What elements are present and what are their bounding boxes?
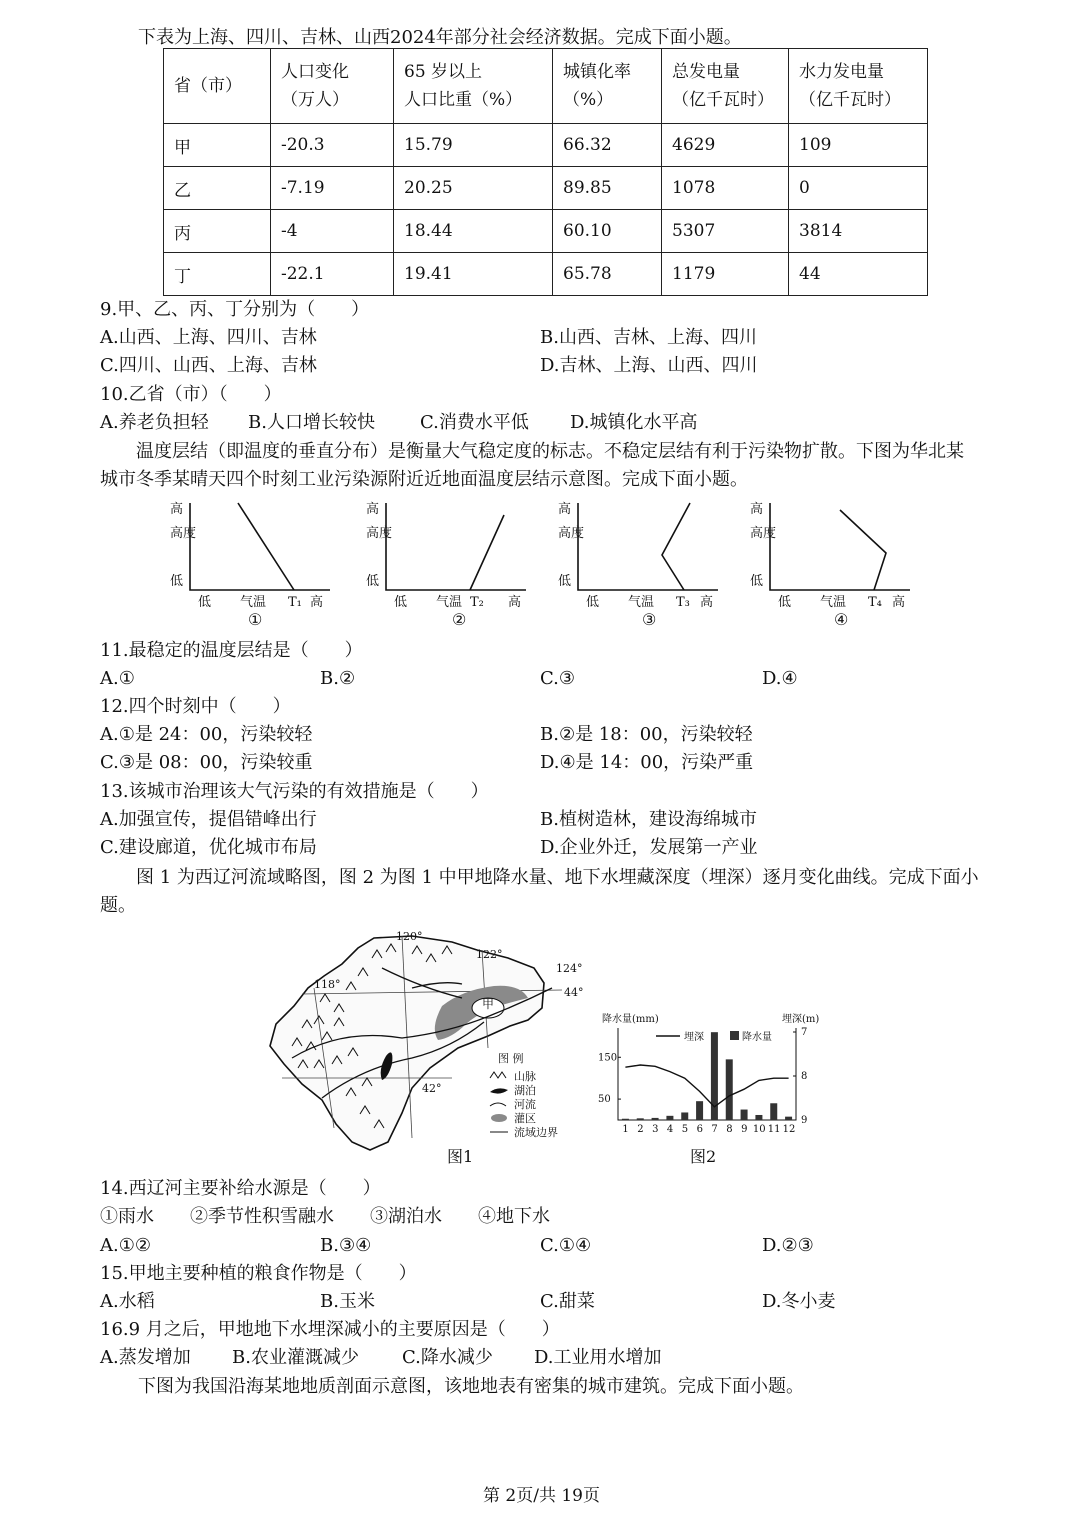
table-cell: 乙 — [164, 167, 271, 210]
panel-number: ② — [452, 610, 467, 629]
q14-option-b[interactable]: B.③④ — [320, 1235, 372, 1256]
depth-line — [625, 1065, 788, 1107]
table-row — [164, 210, 928, 253]
table-cell: 15.79 — [394, 124, 553, 167]
y-label-high: 高 — [170, 502, 184, 517]
table-cell: 65.78 — [553, 253, 662, 296]
table-cell: 4629 — [662, 124, 789, 167]
page-footer: 第 2页/共 19页 — [483, 1486, 600, 1506]
q12-option-a[interactable]: A.①是 24：00，污染较轻 — [100, 724, 313, 745]
intro-temperature: 温度层结（即温度的垂直分布）是衡量大气稳定度的标志。不稳定层结有利于污染物扩散。下图为华北某城市冬季某晴天四个时刻工业污染源附近近地面温度层结示意图。完成下面小题。 — [100, 441, 964, 490]
t-label: T₄ — [868, 595, 882, 610]
q15-option-a[interactable]: A.水稻 — [100, 1291, 155, 1312]
q10-option-b[interactable]: B.人口增长较快 — [248, 412, 375, 433]
x-label-high: 高 — [892, 595, 906, 610]
table-cell: -22.1 — [271, 253, 394, 296]
q9-option-d[interactable]: D.吉林、上海、山西、四川 — [540, 355, 758, 376]
precip-bar — [785, 1117, 792, 1120]
q13-option-b[interactable]: B.植树造林，建设海绵城市 — [540, 809, 757, 830]
x-tick-label: 1 — [622, 1124, 629, 1135]
table-header: 水力发电量 （亿千瓦时） — [789, 49, 928, 124]
chart-ylabel-right: 埋深(m) — [782, 1014, 820, 1025]
table-cell: -7.19 — [271, 167, 394, 210]
q11-option-c[interactable]: C.③ — [540, 668, 575, 689]
y-label-mid: 高度 — [170, 526, 197, 541]
y-label-mid: 高度 — [558, 526, 585, 541]
q11-option-a[interactable]: A.① — [100, 668, 135, 689]
question-9-stem: 9.甲、乙、丙、丁分别为（ ） — [100, 299, 370, 320]
x-tick-label: 9 — [741, 1124, 748, 1135]
x-tick-label: 3 — [652, 1124, 659, 1135]
q15-option-d[interactable]: D.冬小麦 — [762, 1291, 836, 1312]
table-cell: 甲 — [164, 124, 271, 167]
y-label-mid: 高度 — [750, 526, 777, 541]
x-tick-label: 11 — [767, 1124, 781, 1135]
q14-option-c[interactable]: C.①④ — [540, 1235, 592, 1256]
table-header-row — [164, 49, 928, 124]
y-label-low: 低 — [170, 574, 184, 589]
table-header: 城镇化率 （%） — [553, 49, 662, 124]
basin-map — [262, 928, 592, 1168]
y-right-tick-label: 7 — [801, 1027, 808, 1038]
table-cell: 1078 — [662, 167, 789, 210]
table-row — [164, 167, 928, 210]
q9-option-c[interactable]: C.四川、山西、上海、吉林 — [100, 355, 317, 376]
panel-number: ③ — [642, 610, 657, 629]
table-cell: 0 — [789, 167, 928, 210]
y-label-low: 低 — [750, 574, 764, 589]
y-right-tick-label: 9 — [801, 1115, 808, 1126]
legend-item: 流域边界 — [514, 1126, 558, 1139]
figure-2-caption: 图2 — [690, 1147, 717, 1166]
question-14-stem: 14.西辽河主要补给水源是（ ） — [100, 1178, 381, 1199]
x-label-high: 高 — [700, 595, 714, 610]
y-label-high: 高 — [366, 502, 380, 517]
table-cell: 丁 — [164, 253, 271, 296]
x-label-mid: 气温 — [240, 595, 267, 610]
precip-bar — [741, 1110, 748, 1120]
table-row — [164, 124, 928, 167]
q16-option-c[interactable]: C.降水减少 — [402, 1347, 493, 1368]
q14-option-a[interactable]: A.①② — [100, 1235, 151, 1256]
figure-1-caption: 图1 — [447, 1147, 474, 1166]
x-label-high: 高 — [508, 595, 522, 610]
question-15-stem: 15.甲地主要种植的粮食作物是（ ） — [100, 1263, 417, 1284]
question-11-stem: 11.最稳定的温度层结是（ ） — [100, 640, 363, 661]
profile-panel-2 — [366, 501, 521, 629]
panel-number: ① — [248, 610, 263, 629]
mountain-icon — [490, 1072, 506, 1078]
precip-bar — [637, 1118, 644, 1120]
legend-item: 山脉 — [514, 1070, 536, 1083]
legend-item: 灌区 — [514, 1112, 536, 1125]
q13-option-a[interactable]: A.加强宣传，提倡错峰出行 — [100, 809, 317, 830]
q10-option-a[interactable]: A.养老负担轻 — [100, 412, 209, 433]
table-cell: 89.85 — [553, 167, 662, 210]
t-label: T₁ — [288, 595, 302, 610]
table-cell: 3814 — [789, 210, 928, 253]
precip-bar — [652, 1118, 659, 1120]
x-tick-label: 10 — [752, 1124, 766, 1135]
y-right-tick-label: 8 — [801, 1071, 808, 1082]
profile-axes-1 — [190, 503, 330, 590]
x-label-mid: 气温 — [436, 595, 463, 610]
profile-line-1 — [238, 503, 294, 590]
irrigation-icon — [491, 1114, 507, 1122]
x-tick-label: 4 — [666, 1124, 674, 1135]
profile-panel-1 — [170, 501, 323, 629]
panel-number: ④ — [834, 610, 849, 629]
q15-option-c[interactable]: C.甜菜 — [540, 1291, 595, 1312]
profile-axes-3 — [578, 503, 718, 590]
x-label-mid: 气温 — [628, 595, 655, 610]
legend-bar-swatch — [730, 1031, 739, 1040]
precip-bar — [622, 1119, 629, 1120]
legend-bar-label: 降水量 — [742, 1032, 772, 1043]
table-cell: 18.44 — [394, 210, 553, 253]
table-cell: 66.32 — [553, 124, 662, 167]
lat-label: 44° — [564, 986, 584, 999]
x-tick-label: 2 — [637, 1124, 644, 1135]
x-label-low: 低 — [586, 595, 600, 610]
lon-label: 124° — [556, 962, 583, 975]
x-label-high: 高 — [310, 595, 324, 610]
intro-xiliao: 图 1 为西辽河流域略图，图 2 为图 1 中甲地降水量、地下水埋藏深度（埋深）逐月变化曲线。完成下面小题。 — [100, 867, 979, 916]
question-16-stem: 16.9 月之后，甲地地下水埋深减小的主要原因是（ ） — [100, 1319, 560, 1340]
river-icon — [490, 1103, 506, 1106]
lake-icon — [490, 1088, 508, 1093]
table-cell: 19.41 — [394, 253, 553, 296]
table-header: 省（市） — [164, 49, 271, 124]
legend-item: 湖泊 — [514, 1084, 536, 1097]
y-label-high: 高 — [750, 502, 764, 517]
q9-option-b[interactable]: B.山西、吉林、上海、四川 — [540, 327, 757, 348]
precip-bar — [755, 1115, 762, 1120]
x-tick-label: 12 — [782, 1124, 796, 1135]
y-label-low: 低 — [366, 574, 380, 589]
y-tick-label: 150 — [598, 1052, 618, 1064]
data-table — [163, 48, 928, 296]
q10-option-c[interactable]: C.消费水平低 — [420, 412, 529, 433]
x-tick-label: 6 — [696, 1124, 703, 1135]
q11-option-d[interactable]: D.④ — [762, 668, 798, 689]
y-label-high: 高 — [558, 502, 572, 517]
lat-label: 42° — [422, 1082, 442, 1095]
precip-bar — [770, 1103, 777, 1120]
q9-option-a[interactable]: A.山西、上海、四川、吉林 — [100, 327, 317, 348]
x-label-mid: 气温 — [820, 595, 847, 610]
y-tick-label: 50 — [598, 1094, 611, 1106]
question-12-stem: 12.四个时刻中（ ） — [100, 696, 291, 717]
legend-title: 图 例 — [498, 1052, 524, 1065]
precip-bar — [666, 1116, 673, 1120]
precip-depth-chart — [596, 1010, 832, 1140]
table-cell: -4 — [271, 210, 394, 253]
profile-axes-2 — [386, 503, 526, 590]
q16-option-b[interactable]: B.农业灌溉减少 — [232, 1347, 359, 1368]
x-tick-label: 8 — [726, 1124, 733, 1135]
q14-option-d[interactable]: D.②③ — [762, 1235, 814, 1256]
table-header: 总发电量 （亿千瓦时） — [662, 49, 789, 124]
x-tick-label: 7 — [711, 1124, 718, 1135]
x-label-low: 低 — [778, 595, 792, 610]
legend-item: 河流 — [514, 1098, 536, 1111]
precip-bar — [696, 1101, 703, 1120]
q13-option-d[interactable]: D.企业外迁，发展第一产业 — [540, 837, 758, 858]
table-cell: 1179 — [662, 253, 789, 296]
chart-ylabel-left: 降水量(mm) — [602, 1014, 659, 1025]
t-label: T₂ — [470, 595, 484, 610]
question-14-sub: ①雨水 ②季节性积雪融水 ③湖泊水 ④地下水 — [100, 1206, 550, 1227]
q16-option-a[interactable]: A.蒸发增加 — [100, 1347, 191, 1368]
q11-option-b[interactable]: B.② — [320, 668, 356, 689]
profile-line-2 — [470, 515, 504, 590]
q12-option-d[interactable]: D.④是 14：00，污染严重 — [540, 752, 754, 773]
table-cell: 5307 — [662, 210, 789, 253]
table-cell: 44 — [789, 253, 928, 296]
table-header: 人口变化 （万人） — [271, 49, 394, 124]
question-13-stem: 13.该城市治理该大气污染的有效措施是（ ） — [100, 781, 489, 802]
profile-axes-4 — [770, 503, 910, 590]
table-header: 65 岁以上 人口比重（%） — [394, 49, 553, 124]
temperature-profiles — [160, 495, 960, 630]
table-cell: -20.3 — [271, 124, 394, 167]
precip-bar — [681, 1112, 688, 1120]
table-cell: 109 — [789, 124, 928, 167]
lon-label: 120° — [396, 930, 423, 943]
q15-option-b[interactable]: B.玉米 — [320, 1291, 375, 1312]
profile-panel-3 — [558, 501, 713, 629]
y-label-mid: 高度 — [366, 526, 393, 541]
table-cell: 60.10 — [553, 210, 662, 253]
place-label: 甲 — [482, 997, 495, 1011]
q13-option-c[interactable]: C.建设廊道，优化城市布局 — [100, 837, 317, 858]
table-cell: 20.25 — [394, 167, 553, 210]
x-tick-label: 5 — [681, 1124, 689, 1135]
precip-bar — [726, 1059, 733, 1120]
q12-option-b[interactable]: B.②是 18：00，污染较轻 — [540, 724, 753, 745]
map-legend — [490, 1051, 558, 1139]
lon-label: 118° — [314, 978, 341, 991]
q12-option-c[interactable]: C.③是 08：00，污染较重 — [100, 752, 313, 773]
x-label-low: 低 — [394, 595, 408, 610]
q16-option-d[interactable]: D.工业用水增加 — [534, 1347, 662, 1368]
x-label-low: 低 — [198, 595, 212, 610]
legend-line-label: 埋深 — [684, 1032, 704, 1043]
table-row — [164, 253, 928, 296]
intro-geology: 下图为我国沿海某地地质剖面示意图，该地地表有密集的城市建筑。完成下面小题。 — [138, 1376, 804, 1397]
q10-option-d[interactable]: D.城镇化水平高 — [570, 412, 698, 433]
profile-line-4 — [840, 510, 886, 590]
profile-line-3 — [662, 503, 690, 590]
y-label-low: 低 — [558, 574, 572, 589]
table-cell: 丙 — [164, 210, 271, 253]
t-label: T₃ — [676, 595, 690, 610]
lon-label: 122° — [476, 948, 503, 961]
intro-table: 下表为上海、四川、吉林、山西2024年部分社会经济数据。完成下面小题。 — [138, 27, 742, 48]
question-10-stem: 10.乙省（市）（ ） — [100, 384, 282, 405]
